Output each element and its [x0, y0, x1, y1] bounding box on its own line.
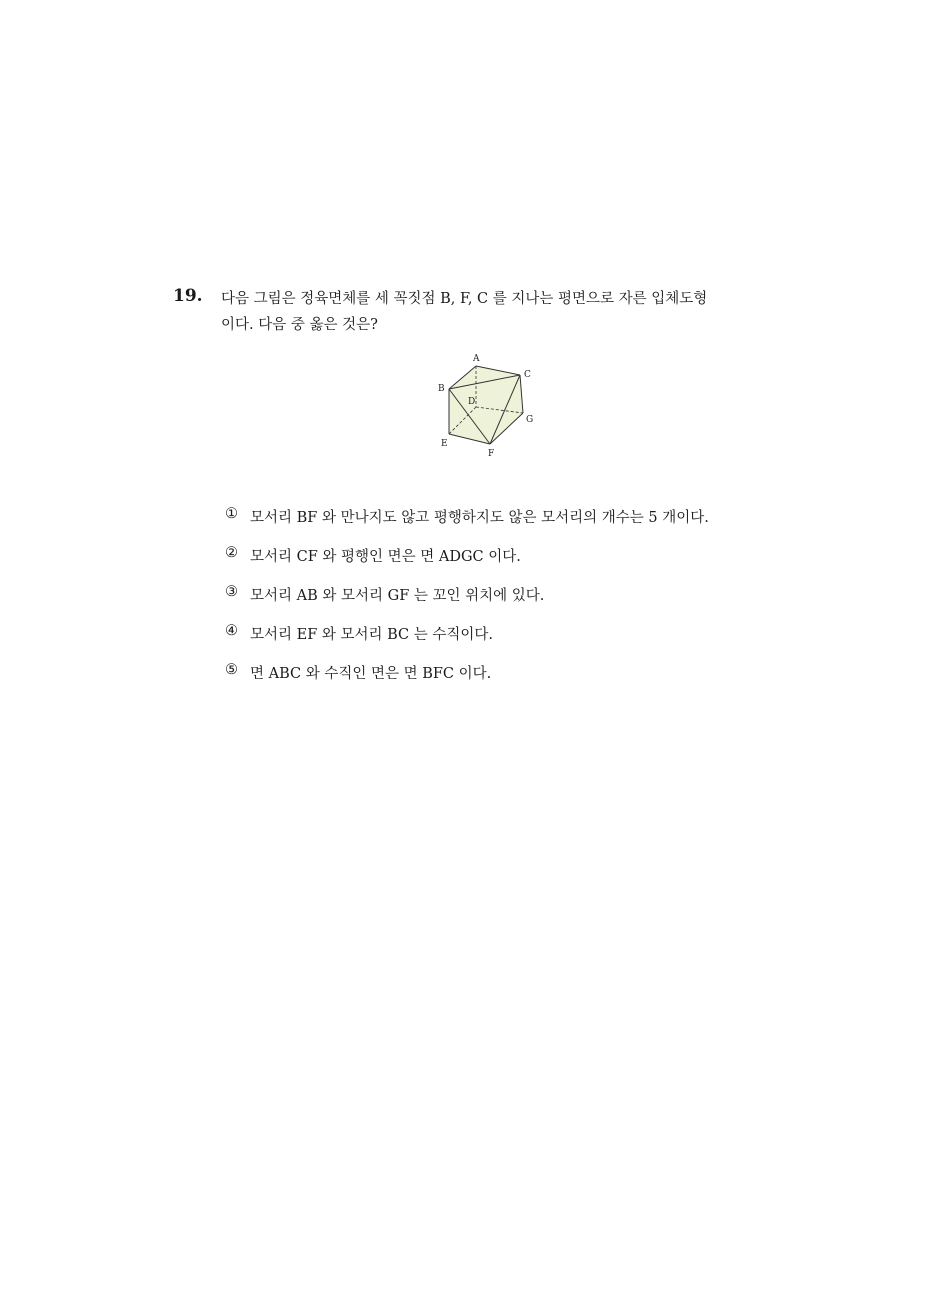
choice-text: 면 ABC 와 수직인 면은 면 BFC 이다. [250, 666, 492, 682]
face-fill [449, 366, 523, 444]
choice-2[interactable] [225, 545, 765, 584]
choice-mark: ① [225, 506, 238, 522]
question-number: 19. [173, 286, 203, 306]
choice-mark: ② [225, 545, 238, 561]
choice-mark: ③ [225, 584, 238, 600]
choice-text: 모서리 EF 와 모서리 BC 는 수직이다. [250, 627, 494, 643]
label-A: A [473, 354, 480, 364]
cut-cube-diagram [435, 350, 545, 460]
label-G: G [526, 415, 534, 425]
question-line-1: 다음 그림은 정육면체를 세 꼭짓점 B, F, C 를 지나는 평면으로 자른 입체도형 [221, 291, 708, 307]
choice-text: 모서리 BF 와 만나지도 않고 평행하지도 않은 모서리의 개수는 5 개이다. [250, 510, 709, 526]
choice-text: 모서리 CF 와 평행인 면은 면 ADGC 이다. [250, 549, 521, 565]
label-D: D [468, 397, 476, 407]
label-B: B [438, 384, 445, 394]
label-E: E [441, 439, 448, 449]
choice-1[interactable] [225, 506, 765, 545]
label-C: C [524, 370, 531, 380]
choice-mark: ④ [225, 623, 238, 639]
choice-3[interactable] [225, 584, 765, 623]
choice-mark: ⑤ [225, 662, 238, 678]
label-F: F [488, 449, 495, 459]
choice-text: 모서리 AB 와 모서리 GF 는 꼬인 위치에 있다. [250, 588, 545, 604]
choice-4[interactable] [225, 623, 765, 662]
cut-cube-figure [435, 350, 545, 460]
question-line-2: 이다. 다음 중 옳은 것은? [221, 317, 378, 333]
answer-choices [225, 506, 765, 701]
choice-5[interactable] [225, 662, 765, 701]
question-text [221, 286, 761, 338]
